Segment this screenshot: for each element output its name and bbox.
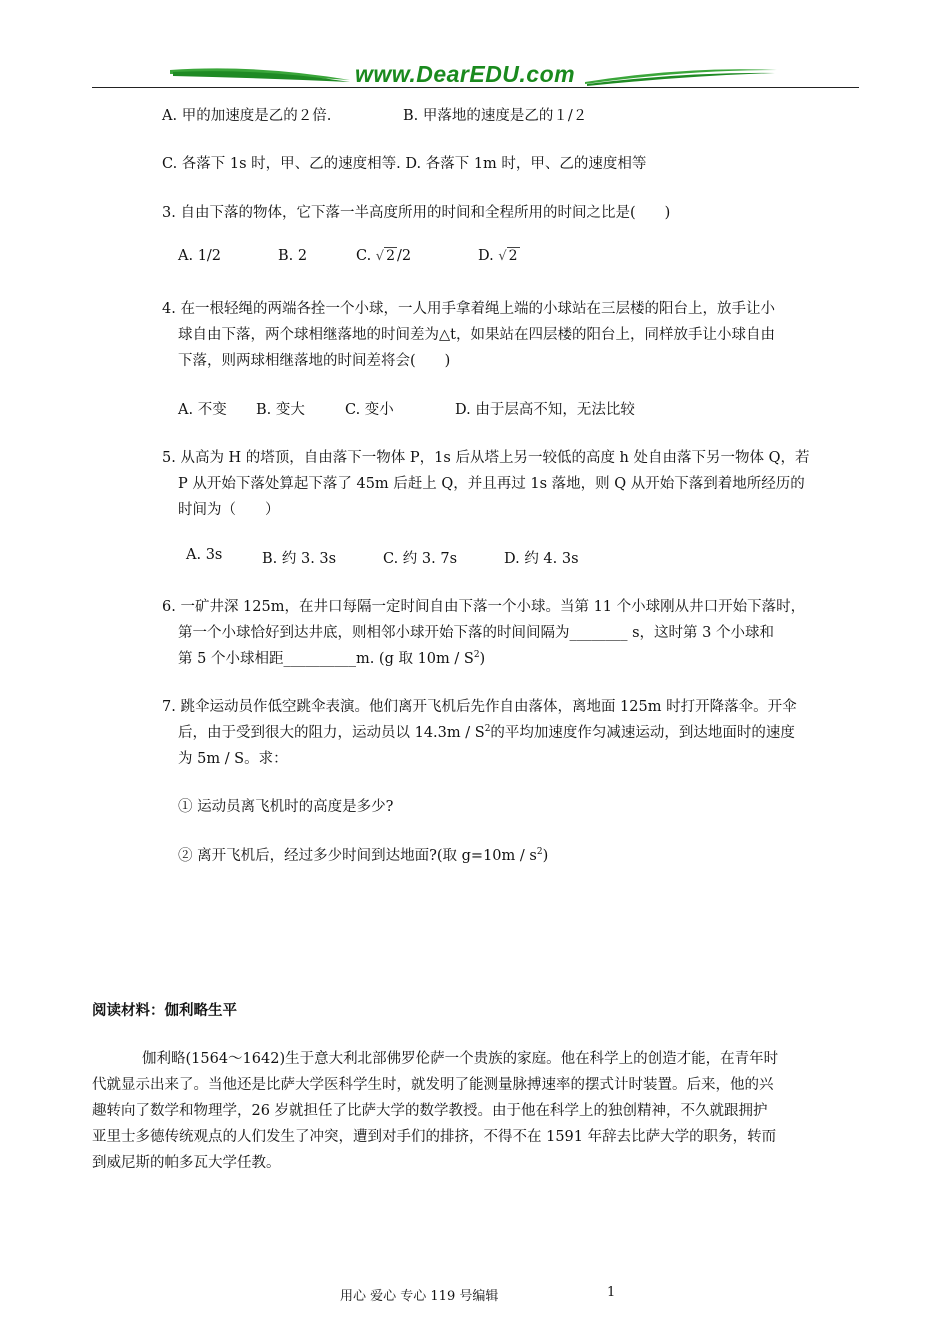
logo-text: www.DearEDU.com [355, 61, 576, 87]
q7-line3: 为 5m / S。求： [178, 751, 288, 767]
q6-line1: 6. 一矿井深 125m，在井口每隔一定时间自由下落一个小球。当第 11 个小球刚从井口开始下落时， [162, 599, 806, 615]
q7-sub2 [178, 844, 548, 865]
q3-option-c-suffix: /2 [397, 248, 412, 264]
reading-line1: 伽利略(1564～1642)生于意大利北部佛罗伦萨一个贵族的家庭。他在科学上的创造才能，在青年时 [142, 1051, 779, 1067]
q3-stem: 3. 自由下落的物体，它下落一半高度所用的时间和全程所用的时间之比是( ) [162, 205, 671, 221]
header-rule [92, 87, 859, 88]
q7-line2-sup: 2 [484, 724, 491, 735]
sqrt-icon: √ 2 [498, 248, 518, 264]
q3-option-d-radicand: 2 [508, 248, 518, 264]
q4-option-c: C. 变小 [345, 402, 394, 418]
q7-sub2-end: ) [542, 848, 549, 864]
q7-sub2-text: ② 离开飞机后，经过多少时间到达地面?(取 g=10m / s [178, 848, 537, 864]
q6-line2: 第一个小球恰好到达井底，则相邻小球开始下落的时间间隔为________ s，这时第 3 个小球和 [178, 625, 774, 641]
reading-title: 阅读材料：伽利略生平 [92, 1003, 237, 1019]
q6-line3-text: 第 5 个小球相距__________m. (g 取 10m / S [178, 651, 474, 667]
q5-option-d: D. 约 4. 3s [504, 551, 579, 567]
q7-line2 [178, 721, 795, 742]
q4-line2: 球自由下落，两个球相继落地的时间差为△t，如果站在四层楼的阳台上，同样放手让小球自由 [178, 327, 775, 343]
q4-option-d: D. 由于层高不知，无法比较 [455, 402, 635, 418]
q5-line1: 5. 从高为 H 的塔顶，自由落下一物体 P，1s 后从塔上另一较低的高度 h 处自由落下另一物体 Q，若 [162, 450, 810, 466]
q7-sub1: ① 运动员离飞机时的高度是多少? [178, 799, 394, 815]
q2-option-b: B. 甲落地的速度是乙的１/２ [403, 108, 588, 124]
q3-option-d-prefix: D. [478, 248, 494, 264]
q7-sub2-sup: 2 [536, 847, 543, 858]
reading-line2: 代就显示出来了。当他还是比萨大学医科学生时，就发明了能测量脉搏速率的摆式计时装置。后来，他的兴 [92, 1077, 774, 1093]
q7-line2-end: 的平均加速度作匀减速运动，到达地面时的速度 [490, 725, 795, 741]
q3-option-a: A. 1/2 [178, 248, 222, 264]
q6-line3 [178, 647, 485, 668]
q3-option-c-radicand: 2 [386, 248, 396, 264]
q2-option-cd: C. 各落下 1s 时，甲、乙的速度相等. D. 各落下 1m 时，甲、乙的速度相等 [162, 156, 647, 172]
q7-line1: 7. 跳伞运动员作低空跳伞表演。他们离开飞机后先作自由落体，离地面 125m 时打开降落伞。开伞 [162, 699, 797, 715]
reading-line5: 到威尼斯的帕多瓦大学任教。 [92, 1155, 281, 1171]
q6-line3-sup: 2 [473, 650, 480, 661]
q5-option-b: B. 约 3. 3s [262, 551, 337, 567]
q4-option-a: A. 不变 [178, 402, 227, 418]
q5-line2: P 从开始下落处算起下落了 45m 后赶上 Q，并且再过 1s 落地，则 Q 从开始下落到着地所经历的 [178, 476, 805, 492]
q2-option-a: A. 甲的加速度是乙的２倍. [162, 108, 332, 124]
page-number: 1 [607, 1285, 616, 1300]
q5-option-a: A. 3s [186, 547, 223, 563]
q6-line3-end: ) [479, 651, 486, 667]
q5-line3: 时间为（ ） [178, 502, 280, 518]
q3-option-d [478, 248, 520, 264]
q7-line2-text: 后，由于受到很大的阻力，运动员以 14.3m / S [178, 725, 485, 741]
footer-text: 用心 爱心 专心 119 号编辑 [340, 1289, 499, 1304]
q4-line1: 4. 在一根轻绳的两端各拴一个小球，一人用手拿着绳上端的小球站在三层楼的阳台上，放手让小 [162, 301, 775, 317]
q3-option-c [356, 248, 411, 264]
q4-option-b: B. 变大 [256, 402, 305, 418]
q4-line3: 下落，则两球相继落地的时间差将会( ) [178, 353, 451, 369]
q3-option-c-prefix: C. [356, 248, 372, 264]
sqrt-icon: √ 2 [375, 248, 396, 264]
q3-option-b: B. 2 [278, 248, 308, 264]
q5-option-c: C. 约 3. 7s [383, 551, 458, 567]
reading-line4: 亚里士多德传统观点的人们发生了冲突，遭到对手们的排挤，不得不在 1591 年辞去比萨大学的职务，转而 [92, 1129, 777, 1145]
reading-line3: 趣转向了数学和物理学，26 岁就担任了比萨大学的数学教授。由于他在科学上的独创精神，不久就跟拥护 [92, 1103, 768, 1119]
